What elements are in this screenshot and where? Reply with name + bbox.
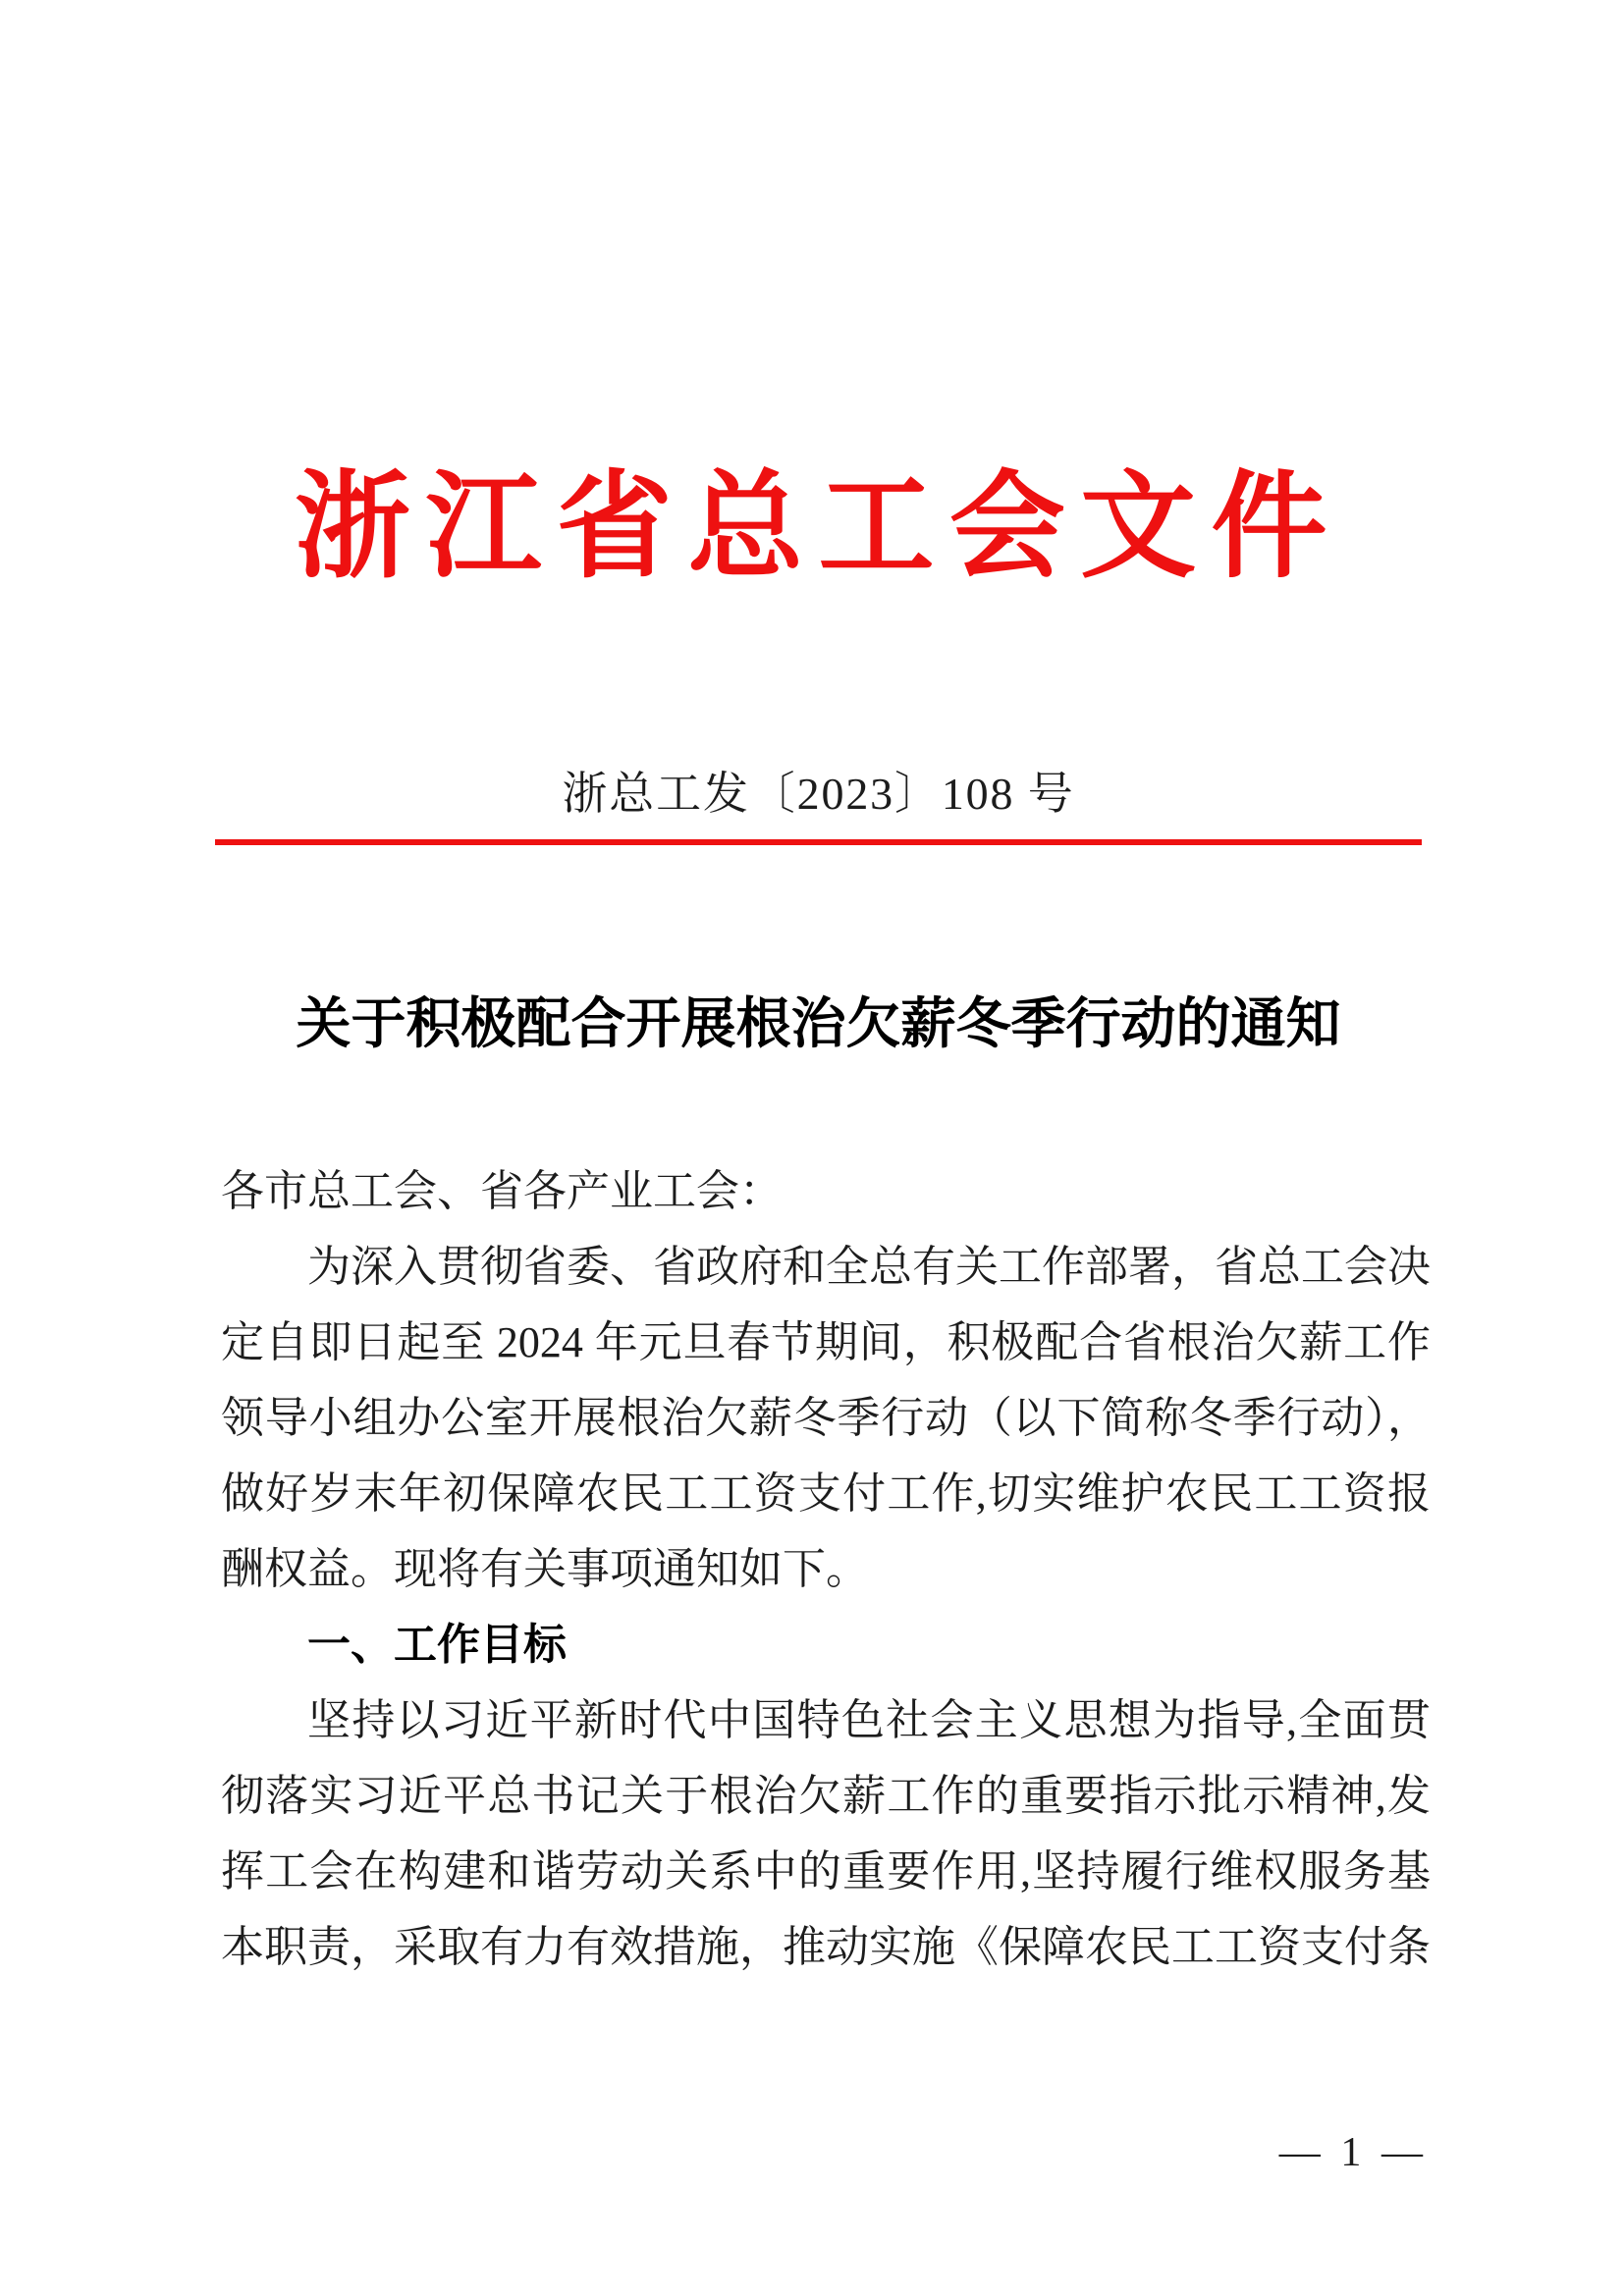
body-line: 本职责，采取有力有效措施，推动实施《保障农民工工资支付条 — [221, 1923, 1431, 1971]
section-heading-work-goals: 一、工作目标 — [307, 1621, 567, 1669]
red-divider-rule — [215, 839, 1422, 845]
body-line: 领导小组办公室开展根治欠薪冬季行动（以下简称冬季行动）， — [221, 1394, 1431, 1442]
body-line: 彻落实习近平总书记关于根治欠薪工作的重要指示批示精神,发 — [221, 1772, 1431, 1820]
body-line: 定自即日起至 2024 年元旦春节期间，积极配合省根治欠薪工作 — [221, 1318, 1431, 1366]
body-line: 做好岁末年初保障农民工工资支付工作,切实维护农民工工资报 — [221, 1469, 1431, 1518]
salutation-line: 各市总工会、省各产业工会： — [221, 1167, 783, 1215]
body-line: 为深入贯彻省委、省政府和全总有关工作部署，省总工会决 — [307, 1243, 1431, 1291]
body-line: 坚持以习近平新时代中国特色社会主义思想为指导,全面贯 — [307, 1696, 1431, 1744]
body-line: 挥工会在构建和谐劳动关系中的重要作用,坚持履行维权服务基 — [221, 1847, 1431, 1896]
page-number: — 1 — — [1278, 2130, 1428, 2175]
document-body — [221, 1153, 1431, 1985]
document-title: 关于积极配合开展根治欠薪冬季行动的通知 — [296, 994, 1341, 1055]
masthead-org-title: 浙江省总工会文件 — [295, 463, 1342, 592]
document-reference-number: 浙总工发〔2023〕108 号 — [562, 769, 1075, 819]
body-line: 酬权益。现将有关事项通知如下。 — [221, 1545, 869, 1593]
